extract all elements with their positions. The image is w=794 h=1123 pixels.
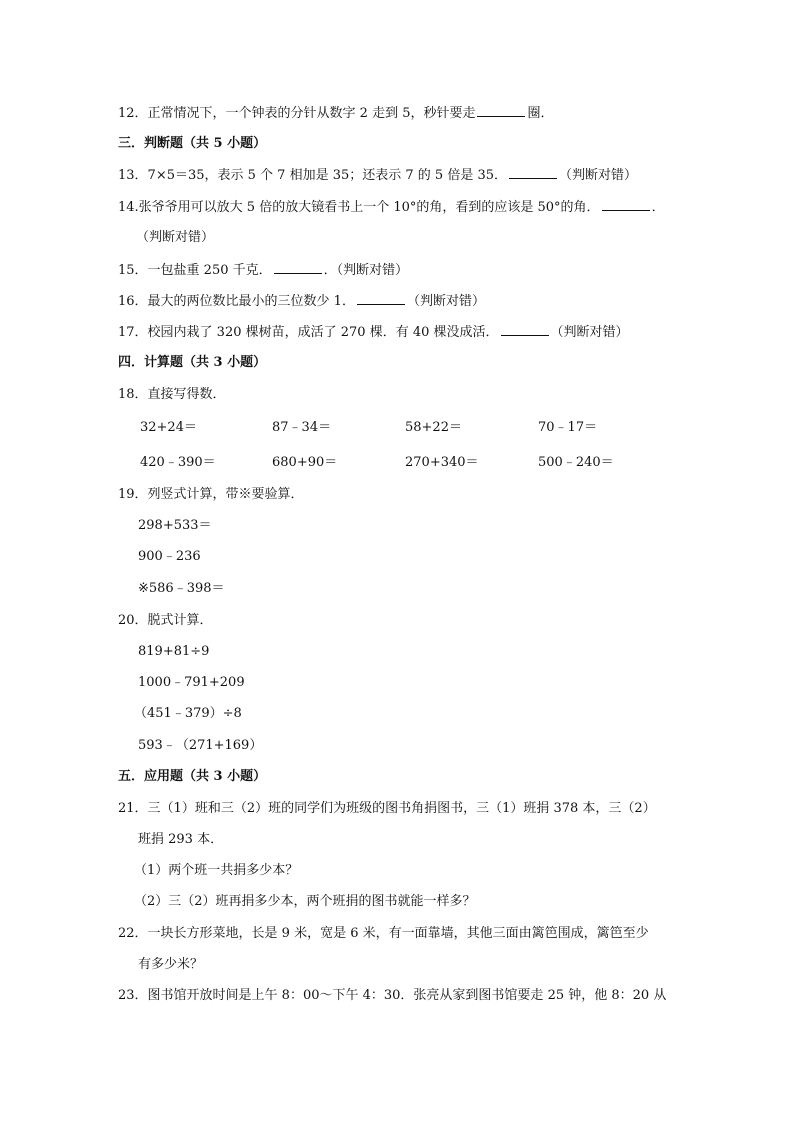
q19-item: ※586﹣398＝ [138,581,225,596]
q22-line1: 22．一块长方形菜地，长是 9 米，宽是 6 米，有一面靠墙，其他三面由篱笆围成，篱笆至少 [118,926,649,941]
q15-text: 15．一包盐重 250 千克． [118,263,272,278]
section-5-title: 五．应用题（共 3 小题） [118,769,267,784]
section-4-title: 四．计算题（共 3 小题） [118,355,267,370]
answer-blank[interactable] [477,104,525,117]
q19-item: 900﹣236 [138,549,201,564]
q16-text: 16．最大的两位数比最小的三位数少 1． [118,294,355,309]
answer-blank[interactable] [274,261,322,274]
q18-row2-c4: 500﹣240＝ [538,455,614,470]
q16-after: （判断对错） [406,294,485,309]
q14-text: 14.张爷爷用可以放大 5 倍的放大镜看书上一个 10°的角，看到的应该是 50°的角． [118,200,600,215]
q12-text: 12．正常情况下，一个钟表的分针从数字 2 走到 5，秒针要走 [118,106,476,121]
q18-row1-c1: 32+24＝ [140,420,197,435]
q17-text: 17．校园内栽了 320 棵树苗，成活了 270 棵．有 40 棵没成活． [118,325,499,340]
q18-row1-c3: 58+22＝ [405,420,462,435]
q18-row2-c1: 420﹣390＝ [140,455,216,470]
answer-blank[interactable] [357,292,405,305]
q21-sub2: （2）三（2）班再捐多少本，两个班捐的图书就能一样多？ [134,894,476,909]
q21-line2: 班捐 293 本． [138,832,224,847]
q20-item: 819+81÷9 [138,644,210,659]
q14-line2: （判断对错） [136,230,215,245]
q13-line [118,166,637,185]
answer-blank[interactable] [602,198,650,211]
answer-blank[interactable] [509,166,557,179]
q18-row2-c3: 270+340＝ [405,455,479,470]
q19-line: 19．列竖式计算，带※要验算． [118,487,304,502]
q19-item: 298+533＝ [138,518,212,533]
q17-after: （判断对错） [550,325,629,340]
q12-after: 圈． [527,106,554,121]
q18-line: 18．直接写得数． [118,387,226,402]
q18-row1-c4: 70﹣17＝ [538,420,598,435]
q20-item: 1000﹣791+209 [138,675,245,690]
q17-line [118,323,629,342]
q16-line [118,292,485,311]
q22-line2: 有多少米？ [138,957,204,972]
q18-row2-c2: 680+90＝ [272,455,338,470]
q20-item: （451﹣379）÷8 [134,706,242,721]
q15-after: ．（判断对错） [323,263,409,278]
q21-sub1: （1）两个班一共捐多少本？ [134,863,299,878]
q13-after: （判断对错） [559,168,638,183]
q14-line1 [118,198,665,217]
q13-text: 13．7×5＝35，表示 5 个 7 相加是 35；还表示 7 的 5 倍是 35． [118,168,508,183]
q20-line: 20．脱式计算． [118,613,213,628]
q21-line1: 21．三（1）班和三（2）班的同学们为班级的图书角捐图书，三（1）班捐 378 本，三（2） [118,801,656,816]
section-3-title: 三．判断题（共 5 小题） [118,136,267,151]
answer-blank[interactable] [501,323,549,336]
q14-after: ． [651,200,665,215]
q20-item: 593﹣（271+169） [138,738,263,753]
q12-line [118,104,554,123]
q23-line1: 23．图书馆开放时间是上午 8：00～下午 4：30．张亮从家到图书馆要走 25 钟，他 8：20 从 [118,988,667,1003]
q15-line [118,261,408,280]
q18-row1-c2: 87﹣34＝ [272,420,332,435]
